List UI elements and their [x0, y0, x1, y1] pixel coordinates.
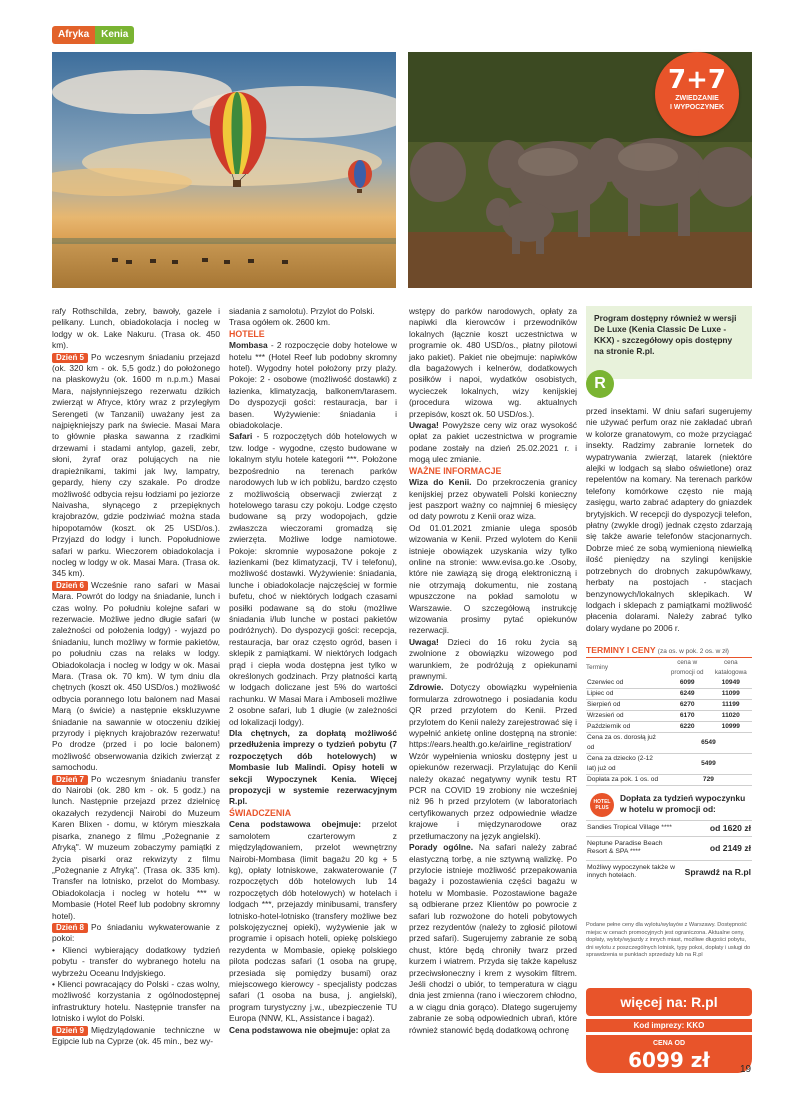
table-row: [586, 678, 752, 689]
terms-title-text: TERMINY I CENY: [586, 645, 656, 655]
table-row: [586, 700, 752, 711]
cell: Dopłata za pok. 1 os. od: [586, 775, 665, 786]
hotel-plus-icon: [590, 793, 614, 817]
price-table: [586, 658, 752, 786]
cell: 6270: [665, 700, 710, 711]
note-1-text: Powyższe ceny wiz oraz wysokość opłat za pakiet uczestnictwa w programie podane zostały na dzień 25.02.2021 r. i mogą ulec zmianie.: [409, 420, 577, 465]
note-1-label: Uwaga!: [409, 420, 439, 431]
cell: 10949: [710, 678, 752, 689]
section-heading-important: WAŻNE INFORMACJE: [409, 465, 502, 476]
column-1: [52, 306, 220, 1047]
price-includes-label: Cena podstawowa obejmuje:: [229, 819, 361, 830]
bullet-2: • Klienci powracający do Polski - czas wolny, możliwość korzystania z ogólnodostępnej infrastruktury hotelu. Następnie transfer na lotnisko i wylot do Polski.: [52, 978, 220, 1024]
health-text: Dotyczy obowiązku wypełnienia formularza zdrowotnego i posiadania kodu QR przed przylotem do Kenii. Przed przylotem do Kenii należy zarejestrować się i wypełnić ankietę online dostępną na stronie: https://ears.health.go.ke/airline_registration/ Wzór wypełnienia wniosku dostępny jest u opiekunów rezerwacji. Przylatując do Kenii należy okazać negatywny wynik testu RT PCR na COVID 19 zrobiony nie wcześniej niż 96 h przed przylotem (w laboratoriach certyfikowanych przez odpowiednie władze krajowe i międzynarodowe oraz przetłumaczony na język angielski).: [409, 682, 577, 841]
cell: Wrzesień od: [586, 711, 665, 722]
paragraph: rafy Rothschilda, zebry, bawoły, gazele i pelikany. Lunch, obiadokolacja i nocleg w lodgy w ok. Lake Nakuru. (Trasa ok. 450 km).: [52, 306, 220, 351]
header-promo: cena w promocji od: [670, 659, 704, 676]
price-includes: [229, 819, 397, 1024]
price-excludes-label: Cena podstawowa nie obejmuje:: [229, 1024, 359, 1035]
table-row: [586, 775, 752, 786]
day-9-text: Międzylądowanie techniczne w Egipcie lub na Cyprze (ok. 45 min., bez wy-: [52, 1024, 220, 1046]
section-heading-hotels: HOTELE: [229, 328, 265, 339]
price-value: 6099 zł: [628, 1048, 710, 1072]
price-includes-text: przelot samolotem czarterowym z międzylądowaniem, przelot wewnętrzny Nairobi-Mombasa (limit bagażu 20 kg + 5 kg), opłaty lotniskowe, zakwaterowanie (7 rozpoczętych dób hotelowych lub 14 rozpoczętych dób hotelowych) w hotelach i lodgach ***, przejazdy minibusami, transfery lotnisko-hotel-lotnisko (transfery możliwe bez polskojęzycznej opieki), wyżywienie jak w programie i opisach hoteli, opiekę polskiego rezydenta w Mombasie, opiekę polskiego pilota podczas safari (1 osoba na grupę, przesiada się pomiędzy busami) oraz miejscowego kierowcy - specjalisty podczas safari (1 osoba na busa, j. angielski), program turystyczny j.w., ubezpieczenie TU Europa (NNW, KL, Assistance i bagaż).: [229, 819, 397, 1024]
note-2-text: Dzieci do 16 roku życia są zwolnione z obowiązku wizowego pod warunkiem, że podróżują z opiekunami prawnymi.: [409, 636, 577, 681]
day-7-text: Po wczesnym śniadaniu transfer do Nairobi (ok. 280 km - ok. 5 godz.) na lunch. Następnie przejazd przez dzielnicę okazałych rezydencji Nairobi do Muzeum Karen Blixen - domu, w którym mieszkała pisarka, znanego z filmu „Pożegnanie z Afryką". W muzeum zobaczymy pamiątki z życia pisarki oraz rekwizyty z filmu „Pożegnanie z Afryką". (Trasa ok. 335 km). Transfer na lotnisko, przelot do Mombasy. Obiadokolacja i nocleg w hotelu *** w Mombasie (Hotel Reef lub podobny skromny hotel).: [52, 773, 220, 921]
cell: 6549: [665, 733, 752, 754]
section-heading-services: ŚWIADCZENIA: [229, 807, 292, 818]
table-row: [586, 733, 752, 754]
day-8: [52, 922, 220, 945]
table-row: [586, 689, 752, 700]
terms-title: [586, 645, 752, 658]
tag-region: Afryka: [52, 26, 95, 44]
health-info: [409, 682, 577, 842]
note-1: [409, 420, 577, 466]
day-6: [52, 580, 220, 774]
table-row: [586, 754, 752, 775]
price-excludes-text: opłat za: [360, 1024, 391, 1035]
cell: Sierpień od: [586, 700, 665, 711]
advice-text: Na safari należy zabrać elastyczną torbę, a nie sztywną walizkę. Po przylocie istnieje możliwość przepakowania bagaży i pozostawienia części bagażu w hotelu w Mombasie. Pozostawione bagaże są odbierane przez Klientów po powrocie z safari lub rozwożone do hoteli pobytowych przez rezydentów (należy to zgłosić pilotowi przed safari). Sugerujemy zabranie ze sobą chust, które będą chroniły twarz przed kurzem i wiatrem. Przyda się także kapelusz przeciwsłoneczny i krem z wysokim filtrem. Jeśli chodzi o ubiór, to temperatura w ciągu dnia jest zmienna (rano i wieczorem chłodno, a w ciągu dnia gorąco). Dlatego sugerujemy zabranie ze sobą odpowiednich ubrań, które również stanowić będą dodatkową ochronę: [409, 842, 577, 1035]
day-7-label: Dzień 7: [52, 775, 88, 785]
trip-code: Kod imprezy: KKO: [586, 1019, 752, 1032]
day-5-label: Dzień 5: [52, 353, 88, 363]
bullet-1: • Klienci wybierający dodatkowy tydzień pobytu - transfer do wybranego hotelu na wybrzeżu Oceanu Indyjskiego.: [52, 944, 220, 978]
paragraph: przed insektami. W dniu safari sugerujemy nie używać perfum oraz nie zakładać ubrań w kolorze granatowym, co może przyciągać insekty. Radzimy zabranie lornetek do wypatrywania zwierząt, latarek (niektóre alejki w lodgach są słabo oświetlone) oraz repelentów na komary. Na terenach parków telefony komórkowe często nie mają zasięgu, warto zabrać adaptery do gniazdek brytyjskich. W recepcji do dyspozycji telefon, płatny (zwykle drogi) jednak często zdarzają się także awarie telefonów stacjonarnych. Dobrze mieć ze sobą wymienioną niewielką ilość pieniędzy na szylingi kenijskie potrzebnych do drobnych zakupów/kawy, herbaty na postojach - stacjach benzynowych/lokalnych sklepikach. W lodgach i sklepach z pamiątkami możliwość płacenia dolarami. Należy zabrać tylko dolary wydane po 2006 r.: [586, 406, 752, 633]
cell: 6099: [665, 678, 710, 689]
cell: 6249: [665, 689, 710, 700]
promo-badge-number: 7+7: [668, 65, 726, 95]
cell: 10999: [710, 722, 752, 733]
cell: Lipiec od: [586, 689, 665, 700]
mombasa-hotel: [229, 340, 397, 431]
day-9-label: Dzień 9: [52, 1026, 88, 1036]
table-row: [586, 711, 752, 722]
note-2: [409, 637, 577, 683]
price-table-header: [586, 658, 752, 678]
price-excludes: [229, 1025, 397, 1036]
day-7: [52, 774, 220, 922]
header-catalog: cena katalogowa: [714, 659, 747, 676]
hotel-plus-badge-line2: PLUS: [595, 805, 609, 811]
supplement-table: [586, 820, 752, 884]
cell: Październik od: [586, 722, 665, 733]
promo-badge: [655, 52, 739, 136]
hot-air-balloon-photo: [52, 52, 396, 288]
cell: Cena za os. dorosłą już od: [586, 733, 665, 754]
visa-label: Wiza do Kenii.: [409, 477, 472, 488]
safari-text: - 5 rozpoczętych dób hotelowych w tzw. lodge - wygodne, często budowane w lokalnym stylu hotele kategorii ***. Położone bezpośrednio na terenach parków narodowych lub w ich pobliżu, bardzo często z możliwością obserwacji zwierząt z hotelowego tarasu czy pokoju. Lodge często budowane są przy wodopojach, gdzie zwłaszcza wieczorami gromadzą się zwierzęta. Możliwe lodge namiotowe. Pokoje: skromnie wyposażone pokoje z łazienkami (bez klimatyzacji, TV i telefonu), możliwość dostawki. Wyżywienie: śniadania, lunche i obiadokolacje najczęściej w formie bufetu, choć w niektórych lodgach czasami posiłki podawane są do stołu (możliwe śniadania i/lub lunche w postaci pakietów podróżnych). Do dyspozycji gości: recepcja, restauracja, bar oraz często ogród, basen i sklepik z pamiątkami. W niektórych lodgach prąd i ciepła woda dostępna jest tylko w określonych godzinach. Przy płatności kartą w lodgach doliczane jest 5% do wartości rachunku. W Masai Mara i Amboseli możliwe 2 osobne safari, lub 1 długie (w zależności od lokalizacji lodgy).: [229, 431, 397, 727]
advice-label: Porady ogólne.: [409, 842, 474, 853]
extension-note: Dla chętnych, za dopłatą możliwość przedłużenia imprezy o tydzień pobytu (7 rozpoczętych dób hotelowych) w Mombasie lub Malindi. Opisy hoteli w sekcji Wypoczynek Kenia. Więcej propozycji w systemie rezerwacyjnym R.pl.: [229, 728, 397, 807]
day-6-text: Wcześnie rano safari w Masai Mara. Powrót do lodgy na śniadanie, lunch i czas wolny. Po południu kolejne safari w rezerwacie. Możliwe jedno długie safari (w zależności od położenia lodgy) - wyjazd po śniadaniu, lunch możliwy w formie pakietów, po południu czas na relaks w lodgy. Obiadokolacja i nocleg w lodgy w ok. Masai Mara. (Trasa ok. 70 km). W tym dniu dla chętnych (koszt ok. 450 USD/os.) możliwość odbycia porannego lotu balonem nad Masai Marą (o świcie) a następnie ekskluzywne śniadanie na sawannie w otoczeniu dzikiej przyrody i pięknych krajobrazów rezerwatu! Po drodze (przed i po locie balonem) możliwość obserwowania dzikich zwierząt z samochodu.: [52, 579, 220, 773]
visa-text: Do przekroczenia granicy kenijskiej przez obywateli Polski konieczny jest paszport ważny co najmniej 6 miesięcy od daty powrotu z Kenii oraz wiza.: [409, 477, 577, 522]
general-advice: [409, 842, 577, 1036]
cell: 6220: [665, 722, 710, 733]
hotel-plus-badge-line1: HOTEL: [593, 799, 611, 805]
column-3: [409, 306, 577, 1036]
paragraph: Trasa ogółem ok. 2600 km.: [229, 317, 331, 328]
hotel-price: od 1620 zł: [684, 821, 752, 837]
table-row: [586, 722, 752, 733]
hotel-price: od 2149 zł: [684, 836, 752, 860]
r-logo-icon: R: [586, 370, 614, 398]
evisa-info: Od 01.01.2021 zmianie ulega sposób wizowania w Kenii. Przed wylotem do Kenii istnieje obowiązek uzyskania wizy tylko online na stronie: www.evisa.go.ke .Osoby, które nie zawiązą się drogą elektroniczną i nie otrzymają dokumentu, nie zostaną wpuszczone na pokład samolotu w Warszawie. O szczegółową instrukcję wizowania prosimy pytać opiekunów rezerwacji.: [409, 522, 577, 636]
cell: Czerwiec od: [586, 678, 665, 689]
terms-subtitle: (za os. w pok. 2 os. w zł): [657, 648, 729, 655]
cell: 5499: [665, 754, 752, 775]
tag-country: Kenia: [95, 26, 134, 44]
paragraph: wstępy do parków narodowych, opłaty za napiwki dla kierowców i przewodników lokalnych (łącznie koszt uczestnictwa w programie ok. 480 USD/os., płatny pilotowi jako pakiet). Pakiet nie obejmuje: napiwków dla bagażowych i kelnerów, dodatkowych posiłków i napoi, wydatków osobistych, wycieczek lokalnych, wizy kenijskiej (procedura wizowa wg. aktualnych przepisów, koszt ok. 50 USD/os.).: [409, 306, 577, 419]
more-info-button[interactable]: więcej na: R.pl: [586, 988, 752, 1016]
region-tags: [52, 26, 134, 44]
fine-print: Podane pełne ceny dla wylotu/wylayów z Warszawy. Dostępność miejsc w cenach promocyjnych jest ograniczona. Aktualne ceny, dopłaty, wyloty/wyjazdy z innych miast, możliwe długości pobytu, dni wylotu z poszczególnych lotnisk, typy pokoi, dopłaty i usługi do sprawdzenia w punktach sprzedaży lub na R.pl: [586, 922, 751, 958]
table-row: [586, 836, 752, 860]
promo-badge-line2: I WYPOCZYNEK: [669, 104, 725, 111]
cell: 729: [665, 775, 752, 786]
day-5: [52, 352, 220, 580]
visa-info: [409, 477, 577, 523]
day-6-label: Dzień 6: [52, 581, 88, 591]
promo-badge-line1: ZWIEDZANIE: [675, 95, 719, 102]
table-row: [586, 821, 752, 837]
note-2-label: Uwaga!: [409, 636, 439, 647]
paragraph: siadania z samolotu). Przylot do Polski.: [229, 306, 375, 316]
header-dates: Terminy: [586, 664, 609, 671]
column-2: [229, 306, 397, 1036]
page-number: 19: [740, 1064, 752, 1075]
terms-and-prices: [586, 645, 752, 786]
mombasa-label: Mombasa: [229, 340, 268, 351]
deluxe-note: Program dostępny również w wersji De Luxe (Kenia Classic De Luxe - KKX) - szczegółowy opis dostępny na stronie R.pl.: [586, 306, 752, 379]
safari-label: Safari: [229, 431, 253, 442]
hotel-name: Sandies Tropical Village ****: [586, 821, 684, 837]
price-box: [586, 1035, 752, 1073]
column-4: [586, 406, 752, 634]
hotel-plus-section: [586, 793, 752, 884]
table-row: [586, 860, 752, 884]
day-8-label: Dzień 8: [52, 923, 88, 933]
safari-hotel: [229, 431, 397, 728]
day-9: [52, 1025, 220, 1048]
cell: 11199: [710, 700, 752, 711]
health-label: Zdrowie.: [409, 682, 444, 693]
cell: 11099: [710, 689, 752, 700]
day-8-text: Po śniadaniu wykwaterowanie z pokoi:: [52, 921, 220, 944]
cell: 6170: [665, 711, 710, 722]
hotel-name: Możliwy wypoczynek także w innych hotelach.: [586, 860, 684, 884]
day-5-text: Po wczesnym śniadaniu przejazd (ok. 320 km - ok. 5,5 godz.) do położonego na płaskowyżu (ok. 1600 m n.p.m.) Masai Mara, najsłynniejszego rezerwatu dzikich zwierząt w Afryce, który wraz z przyległym Serengeti (w Tanzanii) uważany jest za najpiękniejszy park na świecie. Masai Mara to głównie płaska sawanna z rzadkimi drzewami i stadami antylop, gazeli, zebr, słoni, żyraf oraz polujących na nie drapieżnikami, takimi jak lwy, lampatry, gepardy, hieny czy szakale. Po drodze możliwość odbycia rejsu łodziami po jeziorze Naivasha, słynącego z przepięknych krajobrazów, gdzie podziwiać można stada hipopotamów (koszt. ok 25 USD/os.). Przyjazd do lodgy i lunch. Popołudniowe safari w parku. Wieczorem obiadokolacja i nocleg w lodgy w ok. Masai Mara. (Trasa ok. 345 km).: [52, 351, 220, 579]
cell: Cena za dziecko (2-12 lat) już od: [586, 754, 665, 775]
price-label: CENA OD: [652, 1040, 686, 1047]
hotel-price: Sprawdź na R.pl: [684, 860, 752, 884]
hotel-name: Neptune Paradise Beach Resort & SPA ****: [586, 836, 684, 860]
mombasa-text: - 2 rozpoczęcie doby hotelowe w hotelu *** (Hotel Reef lub podobny skromny hotel). Wygodny hotel położony przy plaży. Pokoje: 2 - osobowe (możliwość dostawki) z łazienka, klimatyzacją, balkonem/tarasem. Do dyspozycji gości: restauracja, bar i basen. Wyżywienie: śniadania i obiadokolacje.: [229, 340, 397, 431]
hotel-plus-title: Dopłata za tydzień wypoczynku w hotelu w promocji od:: [620, 793, 746, 814]
cell: 11020: [710, 711, 752, 722]
